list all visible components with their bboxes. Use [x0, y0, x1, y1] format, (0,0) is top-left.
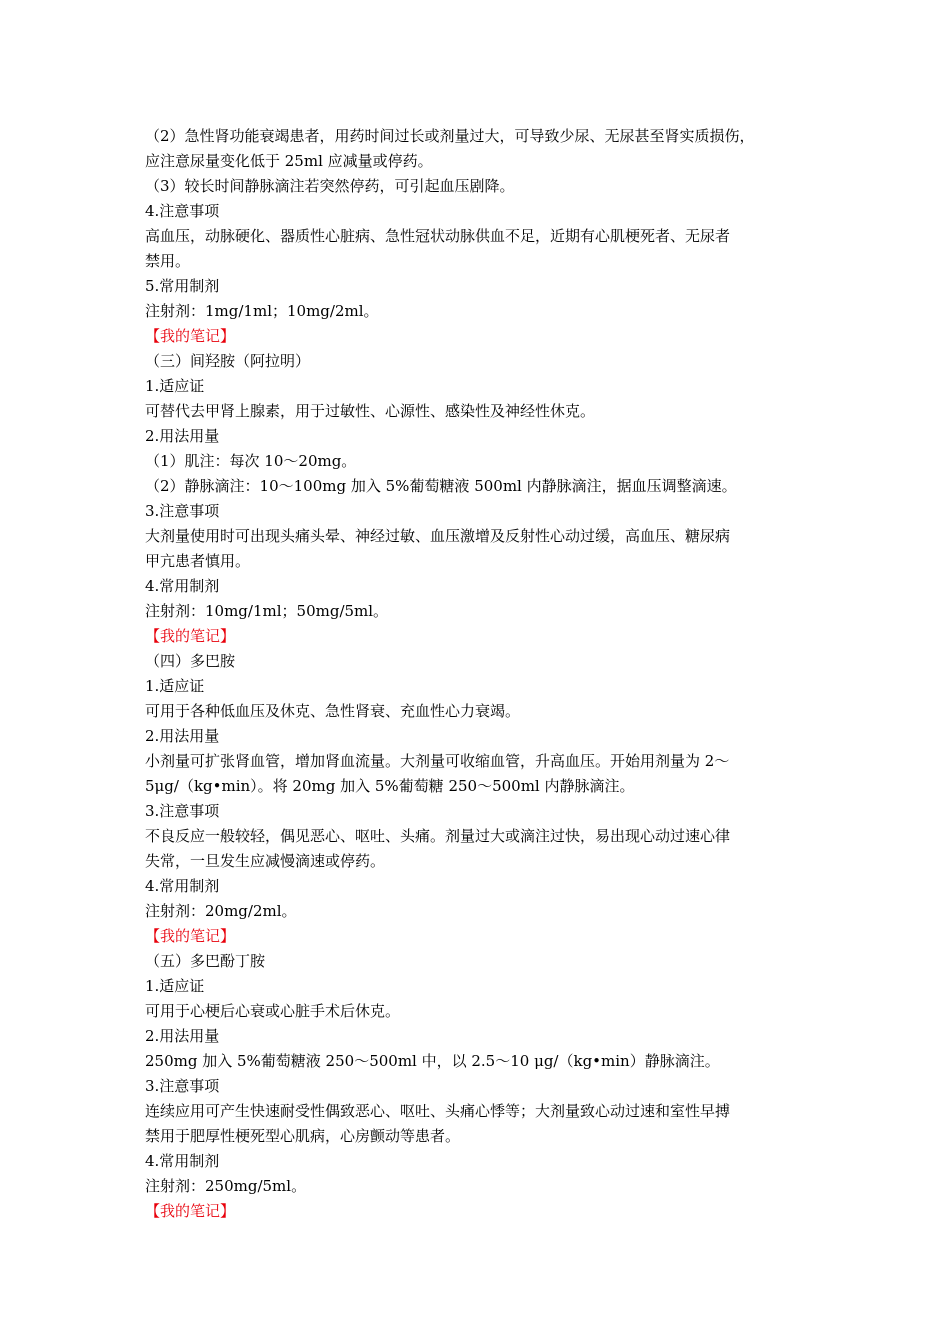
body-text-line: 禁用于肥厚性梗死型心肌病，心房颤动等患者。 [145, 1127, 461, 1145]
section-heading: （五）多巴酚丁胺 [145, 952, 266, 970]
body-text-line: 应注意尿量变化低于 25ml 应减量或停药。 [145, 152, 433, 170]
section-heading: 3.注意事项 [145, 802, 220, 820]
section-heading: 4.常用制剂 [145, 877, 220, 895]
body-text-line: 注射剂：250mg/5ml。 [145, 1177, 307, 1195]
body-text-line: 高血压，动脉硬化、器质性心脏病、急性冠状动脉供血不足，近期有心肌梗死者、无尿者 [145, 227, 731, 245]
my-notes-label: 【我的笔记】 [145, 927, 236, 945]
body-text-line: （2）静脉滴注：10～100mg 加入 5%葡萄糖液 500ml 内静脉滴注，据血压调整滴速。 [145, 477, 737, 495]
section-heading: （三）间羟胺（阿拉明） [145, 352, 311, 370]
section-heading: 1.适应证 [145, 677, 205, 695]
section-heading: 1.适应证 [145, 977, 205, 995]
section-heading: 4.注意事项 [145, 202, 220, 220]
section-heading: 2.用法用量 [145, 727, 220, 745]
body-text-line: 失常，一旦发生应减慢滴速或停药。 [145, 852, 386, 870]
section-heading: 1.适应证 [145, 377, 205, 395]
section-heading: （四）多巴胺 [145, 652, 236, 670]
body-text-line: 可用于各种低血压及休克、急性肾衰、充血性心力衰竭。 [145, 702, 521, 720]
section-heading: 3.注意事项 [145, 1077, 220, 1095]
document-page [145, 124, 825, 1224]
section-heading: 4.常用制剂 [145, 1152, 220, 1170]
section-heading: 2.用法用量 [145, 427, 220, 445]
body-text-line: 250mg 加入 5%葡萄糖液 250～500ml 中，以 2.5～10 μg/（kg•min）静脉滴注。 [145, 1052, 720, 1070]
section-heading: 4.常用制剂 [145, 577, 220, 595]
body-text-line: 可替代去甲肾上腺素，用于过敏性、心源性、感染性及神经性休克。 [145, 402, 596, 420]
body-text-line: 禁用。 [145, 252, 191, 270]
body-text-line: 大剂量使用时可出现头痛头晕、神经过敏、血压激增及反射性心动过缓，高血压、糖尿病 [145, 527, 731, 545]
body-text-line: （2）急性肾功能衰竭患者，用药时间过长或剂量过大，可导致少尿、无尿甚至肾实质损伤， [145, 127, 755, 145]
section-heading: 5.常用制剂 [145, 277, 220, 295]
body-text-line: 连续应用可产生快速耐受性偶致恶心、呕吐、头痛心悸等；大剂量致心动过速和室性早搏 [145, 1102, 731, 1120]
body-text-line: （1）肌注：每次 10～20mg。 [145, 452, 357, 470]
body-text-line: 可用于心梗后心衰或心脏手术后休克。 [145, 1002, 401, 1020]
section-heading: 3.注意事项 [145, 502, 220, 520]
body-text-line: 注射剂：10mg/1ml；50mg/5ml。 [145, 602, 389, 620]
my-notes-label: 【我的笔记】 [145, 627, 236, 645]
body-text-line: 注射剂：1mg/1ml；10mg/2ml。 [145, 302, 379, 320]
body-text-line: 注射剂：20mg/2ml。 [145, 902, 297, 920]
section-heading: 2.用法用量 [145, 1027, 220, 1045]
body-text-line: 小剂量可扩张肾血管，增加肾血流量。大剂量可收缩血管，升高血压。开始用剂量为 2～ [145, 752, 730, 770]
body-text-line: 不良反应一般较轻，偶见恶心、呕吐、头痛。剂量过大或滴注过快，易出现心动过速心律 [145, 827, 731, 845]
body-text-line: 甲亢患者慎用。 [145, 552, 251, 570]
body-text-line: 5μg/（kg•min）。将 20mg 加入 5%葡萄糖 250～500ml 内静脉滴注。 [145, 777, 635, 795]
my-notes-label: 【我的笔记】 [145, 1202, 236, 1220]
my-notes-label: 【我的笔记】 [145, 327, 236, 345]
body-text-line: （3）较长时间静脉滴注若突然停药，可引起血压剧降。 [145, 177, 515, 195]
